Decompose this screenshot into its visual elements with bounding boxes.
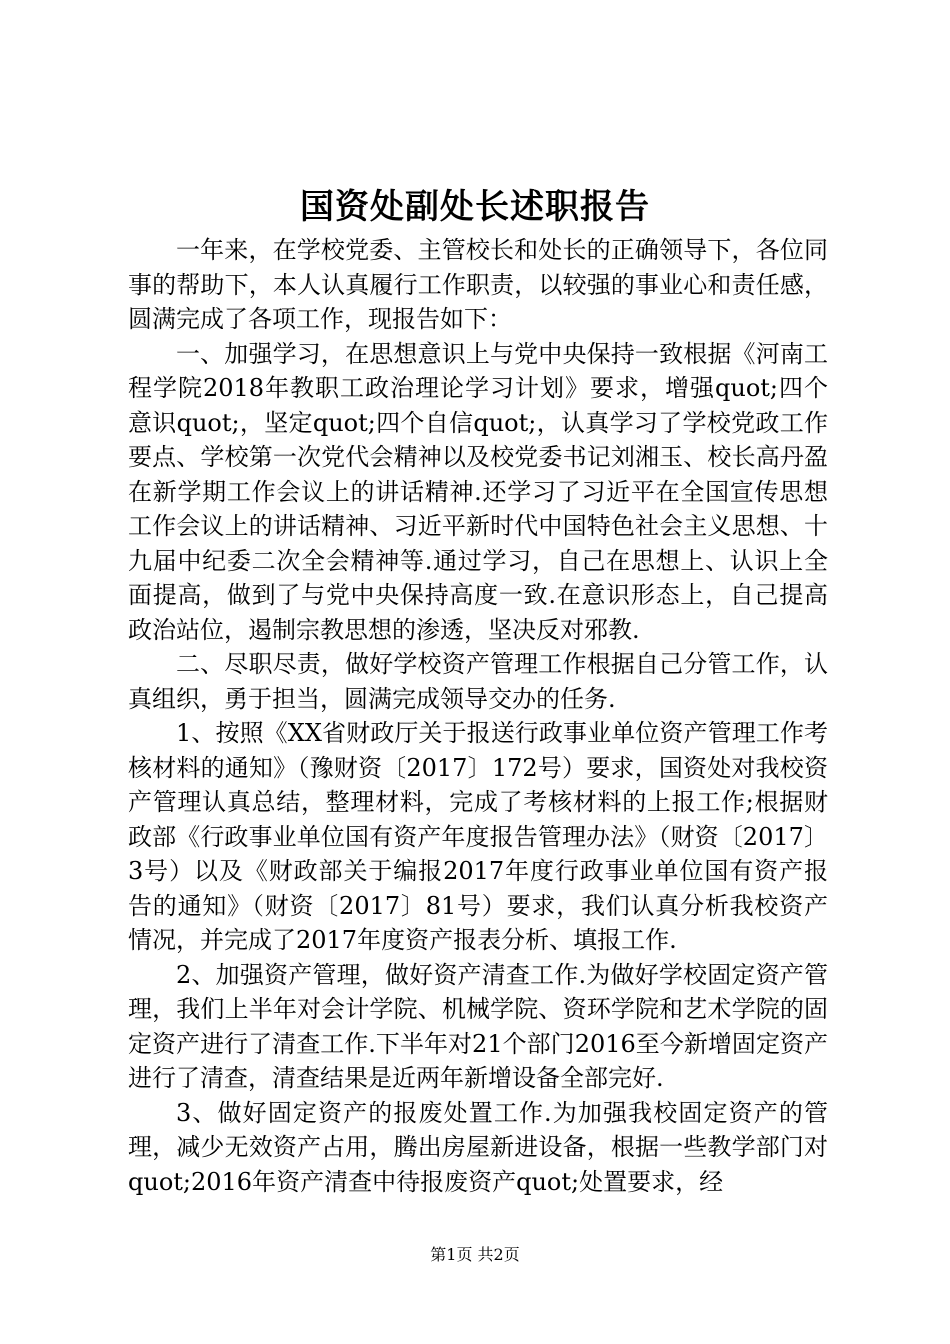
paragraph-item-2: 2、加强资产管理，做好资产清查工作.为做好学校固定资产管理，我们上半年对会计学院、机械学院、资环学院和艺术学院的固定资产进行了清查工作.下半年对21个部门2016至今新增固定资产进行了清查，清查结果是近两年新增设备全部完好. [128, 960, 828, 1092]
document-title: 国资处副处长述职报告 [300, 187, 650, 227]
paragraph-section-1: 一、加强学习，在思想意识上与党中央保持一致根据《河南工程学院2018年教职工政治理论学习计划》要求，增强quot;四个意识quot;，坚定quot;四个自信quot;，认真学习了学校党政工作要点、学校第一次党代会精神以及校党委书记刘湘玉、校长高丹盈在新学期工作会议上的讲话精神.还学习了习近平在全国宣传思想工作会议上的讲话精神、习近平新时代中国特色社会主义思想、十九届中纪委二次全会精神等.通过学习，自己在思想上、认识上全面提高，做到了与党中央保持高度一致.在意识形态上，自己提高政治站位，遏制宗教思想的渗透，坚决反对邪教. [128, 339, 828, 644]
paragraph-intro: 一年来，在学校党委、主管校长和处长的正确领导下，各位同事的帮助下，本人认真履行工作职责，以较强的事业心和责任感，圆满完成了各项工作，现报告如下： [128, 236, 828, 333]
page-number-footer: 第1页 共2页 [430, 1245, 520, 1264]
paragraph-item-1: 1、按照《XX省财政厅关于报送行政事业单位资产管理工作考核材料的通知》（豫财资〔2017〕172号）要求，国资处对我校资产管理认真总结，整理材料，完成了考核材料的上报工作;根据财政部《行政事业单位国有资产年度报告管理办法》（财资〔2017〕3号）以及《财政部关于编报2017年度行政事业单位国有资产报告的通知》（财资〔2017〕81号）要求，我们认真分析我校资产情况，并完成了2017年度资产报表分析、填报工作. [128, 719, 828, 954]
paragraph-item-3: 3、做好固定资产的报废处置工作.为加强我校固定资产的管理，减少无效资产占用，腾出房屋新进设备，根据一些教学部门对quot;2016年资产清查中待报废资产quot;处置要求，经 [128, 1098, 828, 1196]
document-body [128, 233, 828, 1199]
paragraph-section-2: 二、尽职尽责，做好学校资产管理工作根据自己分管工作，认真组织，勇于担当，圆满完成领导交办的任务. [128, 650, 828, 713]
